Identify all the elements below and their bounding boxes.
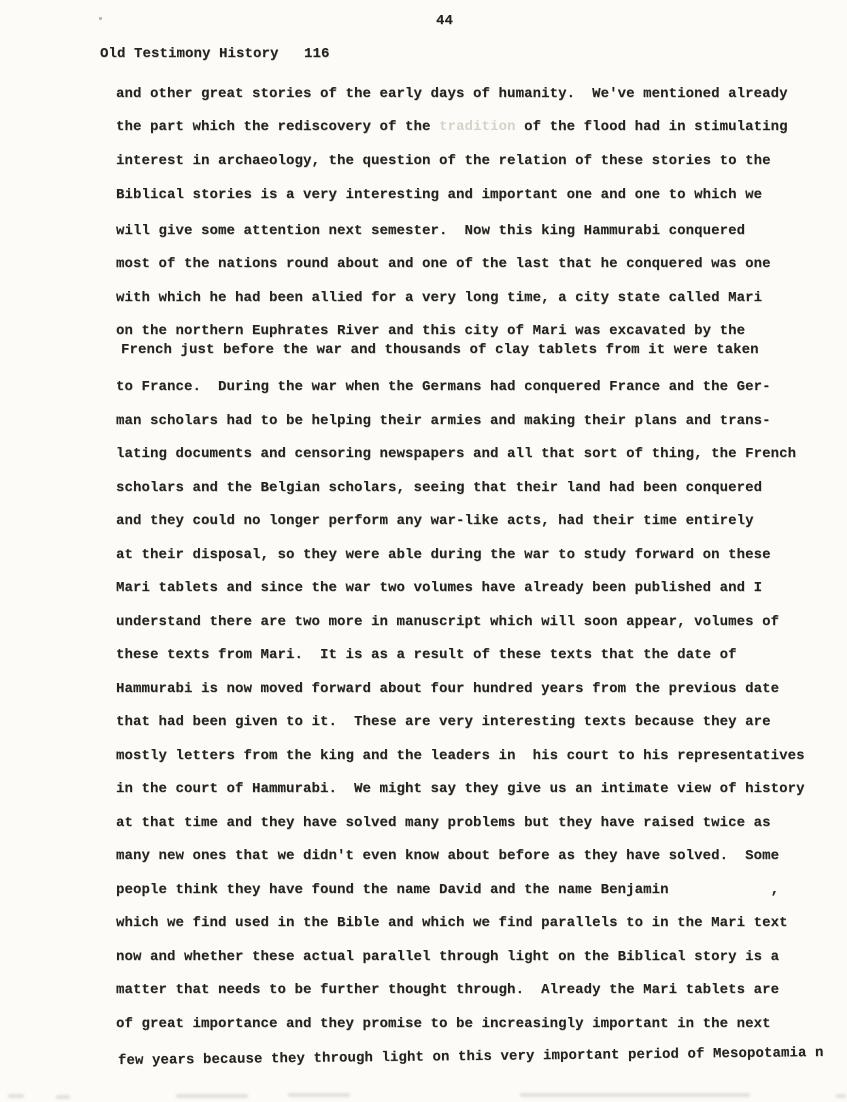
text-line: in the court of Hammurabi. We might say they give us an intimate view of history: [116, 781, 805, 797]
text-line: lating documents and censoring newspapers and all that sort of thing, the French: [116, 446, 797, 462]
text-line: people think they have found the name David and the name Benjamin ,: [116, 882, 780, 898]
text-line: and other great stories of the early days of humanity. We've mentioned already: [116, 86, 788, 102]
text-line: few years because they through light on this very important period of Mesopotamia n: [117, 1044, 824, 1069]
text-line: Hammurabi is now moved forward about four hundred years from the previous date: [116, 681, 780, 697]
text-line: at their disposal, so they were able during the war to study forward on these: [116, 547, 771, 563]
page-number: 44: [436, 13, 454, 29]
scan-artifact: [520, 1093, 750, 1097]
text-line: that had been given to it. These are very interesting texts because they are: [116, 714, 771, 730]
text-line: mostly letters from the king and the leaders in his court to his representatives: [116, 748, 805, 764]
text-line: [116, 119, 788, 135]
text-line: to France. During the war when the Germans had conquered France and the Ger-: [116, 379, 771, 395]
scan-artifact: [288, 1093, 350, 1097]
text-line: man scholars had to be helping their armies and making their plans and trans-: [116, 413, 771, 429]
text-line: these texts from Mari. It is as a result of these texts that the date of: [116, 647, 737, 663]
text-line: Mari tablets and since the war two volumes have already been published and I: [116, 580, 763, 596]
scan-artifact: [56, 1095, 70, 1099]
text-segment: the part which the rediscovery of the: [116, 119, 440, 135]
text-line: Biblical stories is a very interesting and important one and one to which we: [116, 187, 763, 203]
text-line: most of the nations round about and one of the last that he conquered was one: [116, 256, 771, 272]
text-line: matter that needs to be further thought through. Already the Mari tablets are: [116, 982, 780, 998]
faded-text: tradition: [439, 119, 516, 135]
text-line: interest in archaeology, the question of the relation of these stories to the: [116, 153, 771, 169]
text-line: and they could no longer perform any war-like acts, had their time entirely: [116, 513, 754, 529]
text-line: many new ones that we didn't even know about before as they have solved. Some: [116, 848, 780, 864]
text-line: now and whether these actual parallel through light on the Biblical story is a: [116, 949, 780, 965]
text-line: at that time and they have solved many problems but they have raised twice as: [116, 815, 771, 831]
text-line: on the northern Euphrates River and this city of Mari was excavated by the: [116, 323, 746, 339]
text-segment: of the flood had in stimulating: [515, 119, 788, 135]
scan-artifact: [176, 1094, 248, 1098]
text-line: which we find used in the Bible and which we find parallels to in the Mari text: [116, 915, 788, 931]
text-line: with which he had been allied for a very long time, a city state called Mari: [116, 290, 763, 306]
scan-artifact: [836, 1094, 846, 1098]
text-line: understand there are two more in manuscript which will soon appear, volumes of: [116, 614, 780, 630]
document-header: Old Testimony History 116: [100, 46, 330, 62]
text-line: scholars and the Belgian scholars, seeing that their land had been conquered: [116, 480, 763, 496]
scan-artifact: [8, 1094, 24, 1098]
text-line: will give some attention next semester. Now this king Hammurabi conquered: [116, 223, 746, 239]
text-line: of great importance and they promise to be increasingly important in the next: [116, 1016, 771, 1032]
scan-speck: [99, 17, 102, 20]
text-line: French just before the war and thousands of clay tablets from it were taken: [121, 342, 759, 358]
